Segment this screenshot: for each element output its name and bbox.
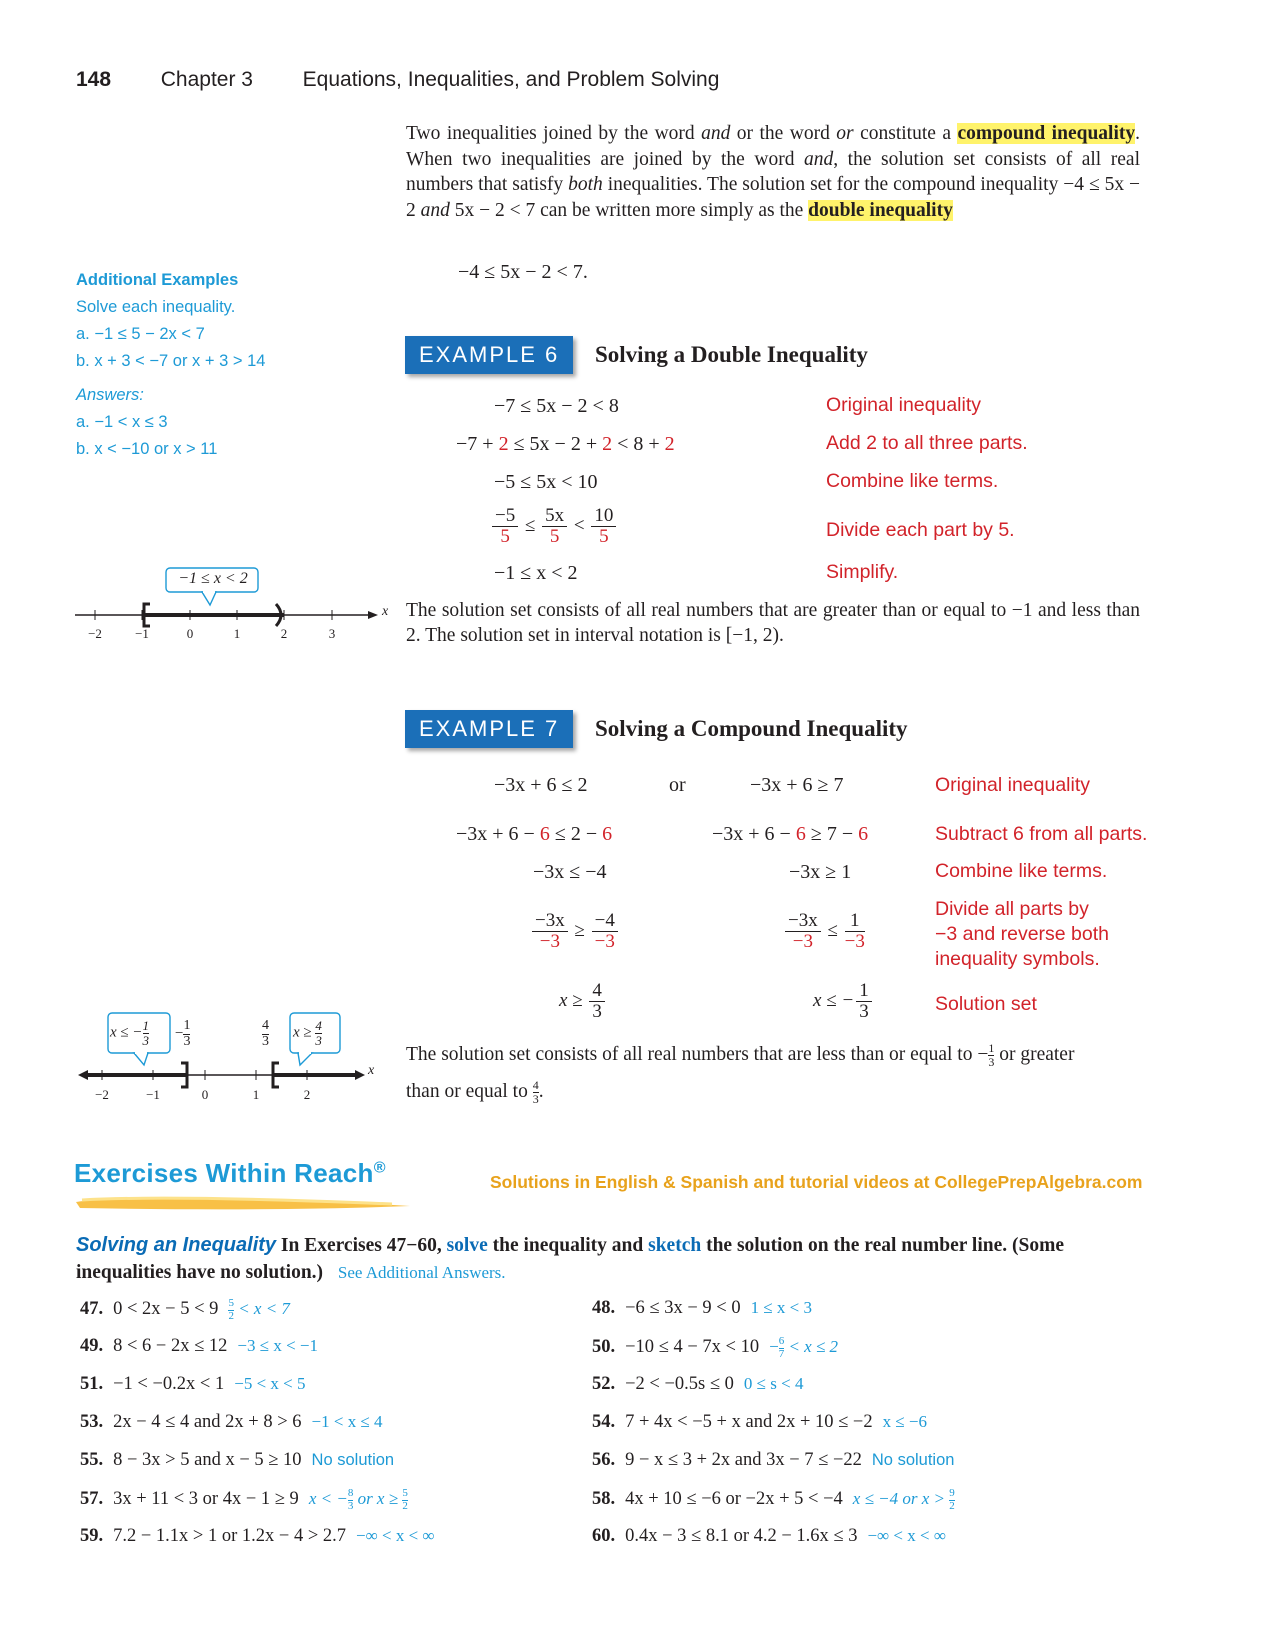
denominator: 2 [228,1309,234,1322]
exercise-answer [852,1487,955,1512]
numerator: 4 [532,1078,539,1093]
text: − [175,1025,184,1042]
ex6-conclusion: The solution set consists of all real numbers that are greater than or equal to −1 and less than 2. The solution set in interval notation is [−1, 2). [406,600,1140,646]
ex7-right-callout [293,1019,322,1047]
intro-text: and [420,199,450,221]
instruction-text: In Exercises 47−60, [280,1235,447,1256]
see-additional-answers: See Additional Answers. [337,1263,506,1282]
intro-text: or [836,123,854,144]
ex6-step-4 [490,506,618,547]
fraction [949,1488,955,1512]
exercise-answer: −1 < x ≤ 4 [311,1412,383,1431]
denominator: 3 [142,1032,150,1048]
exercise-52 [592,1374,803,1395]
ex7-note-4c: inequality symbols. [935,948,1100,970]
exercise-answer: No solution [871,1451,955,1469]
term-double-inequality: double inequality [808,199,953,221]
numerator: 5 [228,1297,234,1309]
exercise-question: 8 < 6 − 2x ≤ 12 [113,1336,228,1356]
axis-label: x [368,1063,375,1078]
numerator: −3x [785,911,821,932]
ex6-step-2 [456,433,675,456]
intro-text: , the solution set consists of all real numbers that satisfy [406,148,1140,195]
tick-label: −1 [135,626,149,641]
denominator: 3 [315,1032,322,1048]
exercise-answer: x ≤ −6 [882,1412,928,1431]
axis-label: x [382,604,389,619]
ex7-or: or [669,774,686,796]
numerator: 5x [542,506,567,527]
ex6-note-1: Original inequality [826,394,982,416]
ex7-note-4a: Divide all parts by [935,898,1089,920]
numerator: 5 [402,1487,408,1499]
instruction-keyword: sketch [648,1235,702,1256]
ex7-note-2: Subtract 6 from all parts. [935,823,1148,845]
display-inequality: −4 ≤ 5x − 2 < 7. [458,261,588,283]
ex6-number-line [70,560,400,650]
exercise-question: 7 + 4x < −5 + x and 2x + 10 ≤ −2 [625,1412,873,1432]
ex7-left-callout [110,1019,149,1047]
sidebar-answers-label: Answers: [76,386,144,404]
sidebar-problem-b: b. x + 3 < −7 or x + 3 > 14 [76,352,266,370]
ex7-note-5: Solution set [935,993,1037,1015]
ex7-row3-left: −3x ≤ −4 [533,861,607,883]
intro-text: . When two inequalities are joined by the word [406,123,1140,170]
math-red: 6 [539,823,550,845]
fraction [785,911,821,952]
denominator: 2 [402,1499,408,1512]
math-red: 2 [664,433,675,455]
example-7-title: Solving a Compound Inequality [595,716,908,741]
registered-mark: ® [373,1159,386,1177]
exercise-answer: 0 ≤ s < 4 [743,1374,804,1393]
exercise-question: 8 − 3x > 5 and x − 5 ≥ 10 [113,1450,302,1470]
denominator: 3 [988,1055,995,1070]
fraction [845,911,865,952]
ex7-row2-right [712,823,868,846]
math-red: 6 [858,823,869,845]
tick-label: 0 [201,1087,209,1102]
denominator: 2 [949,1499,955,1512]
ex7-row4-right [783,911,867,952]
ex7-note-1: Original inequality [935,774,1091,796]
answer-text: x ≤ −4 or x > [852,1488,950,1508]
tick-label: 3 [328,626,336,641]
exercise-number: 51. [80,1374,104,1394]
exercise-50 [592,1336,838,1360]
exercise-number: 52. [592,1374,616,1394]
ex7-note-3: Combine like terms. [935,860,1108,882]
operator: ≤ [827,919,838,941]
ex7-row5-right [813,981,874,1022]
exercise-47 [80,1298,290,1322]
ex6-note-3: Combine like terms. [826,470,999,492]
fraction [589,981,605,1022]
exercise-number: 47. [80,1298,104,1319]
exercise-answer: −5 < x < 5 [234,1374,306,1393]
denominator: −3 [844,930,865,952]
intro-text: inequalities. The solution set for the compound inequality −4 ≤ 5x − 2 [406,174,1141,221]
math-red: 2 [602,433,613,455]
text: x ≤ − [110,1024,143,1041]
numerator: 1 [845,911,865,932]
running-header [76,68,719,92]
exercise-56 [592,1450,954,1471]
exercise-answer [308,1487,408,1512]
answer-text: < x ≤ 2 [784,1336,839,1356]
text: . [538,1080,544,1102]
chapter-label: Chapter 3 [160,68,253,91]
numerator: 4 [262,1018,269,1033]
exercise-question: 7.2 − 1.1x > 1 or 1.2x − 4 > 2.7 [113,1526,347,1546]
numerator: 10 [591,506,616,527]
denominator: −3 [539,930,560,952]
intro-text: constitute a [853,123,958,144]
exercise-49 [80,1336,318,1357]
exercise-question: −10 ≤ 4 − 7x < 10 [625,1336,760,1357]
math-text: ≥ 7 − [805,823,859,845]
exercise-answer: No solution [311,1451,395,1469]
math-text: x ≤ − [813,989,855,1011]
answer-text: x < − [308,1488,348,1508]
ex6-note-4: Divide each part by 5. [826,519,1015,541]
text: than or equal to [406,1080,533,1102]
page-number: 148 [76,68,112,91]
exercise-number: 57. [80,1488,104,1509]
exercise-51 [80,1374,306,1395]
fraction [542,506,567,547]
denominator: −3 [792,930,813,952]
exercise-question: −2 < −0.5s ≤ 0 [625,1374,734,1394]
heading-text: Exercises Within Reach [74,1158,374,1188]
fraction [183,1019,190,1049]
callout-pointer [202,592,216,605]
exercises-heading [74,1158,386,1189]
intro-text: or the word [730,123,837,144]
math-text: ≤ 2 − [549,823,603,845]
exercise-question: 3x + 11 < 3 or 4x − 1 ≥ 9 [113,1488,299,1509]
operator: ≤ [524,514,536,536]
term-compound-inequality: compound inequality [957,123,1136,144]
tick-label: −2 [95,1087,109,1102]
sidebar-problem-a: a. −1 ≤ 5 − 2x < 7 [76,325,205,343]
numerator: 1 [183,1018,191,1033]
exercise-number: 48. [592,1298,616,1318]
ex7-mark-left [175,1019,190,1049]
math-red: 2 [498,433,509,455]
ex7-note-4b: −3 and reverse both [935,923,1109,945]
ex6-step-1: −7 ≤ 5x − 2 < 8 [494,395,619,417]
exercise-59 [80,1526,435,1547]
exercise-answer [228,1297,290,1322]
exercise-number: 50. [592,1336,616,1357]
ex7-number-line [72,1005,392,1115]
exercise-question: 9 − x ≤ 3 + 2x and 3x − 7 ≤ −22 [625,1450,862,1470]
text: x ≥ [293,1024,316,1041]
denominator: 3 [532,1091,539,1106]
exercise-answer: 1 ≤ x < 3 [750,1298,813,1317]
example-6-title: Solving a Double Inequality [595,342,868,367]
ex7-row2-left [456,823,612,846]
solutions-link[interactable]: Solutions in English & Spanish and tutorial videos at CollegePrepAlgebra.com [490,1172,1143,1192]
intro-paragraph [406,121,1140,223]
instruction-text: the solution on the real number line. (Some inequalities have no solution.) [76,1235,1064,1283]
fraction [856,981,872,1022]
denominator: 3 [592,1000,602,1022]
numerator: 9 [949,1487,955,1499]
exercise-question: 0.4x − 3 ≤ 8.1 or 4.2 − 1.6x ≤ 3 [625,1526,858,1546]
brush-svg [72,1190,412,1212]
math-red: 6 [795,823,806,845]
exercise-55 [80,1450,394,1471]
sidebar-answer-a: a. −1 < x ≤ 3 [76,413,168,431]
numerator: −4 [592,911,618,932]
exercise-54 [592,1412,927,1433]
fraction [492,506,518,547]
instruction-title: Solving an Inequality [76,1234,277,1256]
denominator: 3 [183,1033,191,1049]
denominator: −3 [594,930,615,952]
ex6-note-2: Add 2 to all three parts. [826,432,1028,454]
text: or greater [994,1044,1075,1065]
ex7-row4-left [530,911,620,952]
answer-text: < x < 7 [233,1298,290,1318]
denominator: 3 [347,1499,354,1512]
exercise-question: 2x − 4 ≤ 4 and 2x + 8 > 6 [113,1412,302,1432]
exercise-number: 53. [80,1412,104,1432]
exercise-answer: −∞ < x < ∞ [356,1526,435,1545]
exercise-question: 4x + 10 ≤ −6 or −2x + 5 < −4 [625,1488,843,1509]
intro-text: Two inequalities joined by the word [406,123,702,144]
tick-label: 1 [233,626,241,641]
numerator: −3x [532,911,568,932]
exercise-53 [80,1412,383,1433]
denominator: 7 [778,1347,785,1360]
exercise-58 [592,1488,955,1512]
ex6-note-5: Simplify. [826,561,899,583]
numerator: 4 [315,1018,322,1033]
operator: < [573,514,585,536]
tick-label: 2 [303,1087,311,1102]
fraction [592,911,618,952]
instruction-text: the inequality and [487,1235,649,1256]
exercise-number: 60. [592,1526,616,1546]
brush-stroke [72,1190,412,1212]
ex6-callout-text: −1 ≤ x < 2 [178,570,248,587]
numerator: 4 [589,981,605,1002]
text: The solution set consists of all real numbers that are less than or equal to − [406,1044,989,1065]
denominator: 3 [262,1033,269,1049]
exercise-number: 58. [592,1488,616,1509]
answer-text: − [769,1336,779,1356]
operator: ≥ [574,919,585,941]
example-6-label: EXAMPLE 6 [405,336,573,374]
answer-text: or x ≥ [353,1488,403,1508]
ex6-step-3: −5 ≤ 5x < 10 [494,471,598,493]
denominator: 3 [859,1000,869,1022]
instruction-keyword: solve [446,1235,488,1256]
math-text: −3x + 6 − [712,823,796,845]
numerator: −5 [492,506,518,527]
text-line [406,1079,544,1106]
exercise-57 [80,1488,408,1512]
ex7-row1-left: −3x + 6 ≤ 2 [494,774,588,796]
sidebar-prompt: Solve each inequality. [76,298,236,316]
exercise-number: 54. [592,1412,616,1432]
fraction [532,911,568,952]
sidebar-heading: Additional Examples [76,271,239,289]
exercise-answer: −3 ≤ x < −1 [237,1336,318,1355]
intro-text: 5x − 2 < 7 can be written more simply as the [449,199,809,221]
denominator: 5 [500,525,510,547]
intro-text: and [804,148,834,170]
fraction [315,1019,322,1047]
exercise-number: 55. [80,1450,104,1470]
example-7-label: EXAMPLE 7 [405,710,573,748]
ex7-row1-right: −3x + 6 ≥ 7 [750,774,844,796]
exercise-number: 59. [80,1526,104,1546]
denominator: 5 [549,525,560,547]
exercise-question: −1 < −0.2x < 1 [113,1374,225,1394]
chapter-title: Equations, Inequalities, and Problem Solving [302,68,720,91]
numerator: 1 [856,981,872,1002]
numerator: 6 [778,1335,785,1347]
exercise-number: 56. [592,1450,616,1470]
sidebar-answer-b: b. x < −10 or x > 11 [76,440,218,458]
ex6-step-5: −1 ≤ x < 2 [494,562,578,584]
exercise-question: −6 ≤ 3x − 9 < 0 [625,1298,741,1318]
numerator: 1 [988,1041,995,1056]
math-red: 6 [602,823,613,845]
fraction [143,1019,150,1047]
math-text: −3x + 6 − [456,823,540,845]
fraction [402,1488,408,1512]
callout-pointer [134,1053,148,1065]
tick-label: −2 [88,626,102,641]
tick-label: −1 [146,1087,160,1102]
ex7-row5-left [559,981,607,1022]
tick-label: 0 [186,626,194,641]
intro-text: and [701,123,731,144]
exercise-question: 0 < 2x − 5 < 9 [113,1298,219,1319]
fraction [591,506,616,547]
tick-label: 2 [280,626,288,641]
math-text: −7 + [456,433,499,455]
tick-label: 1 [252,1087,260,1102]
numerator: 8 [347,1487,354,1499]
ex7-mark-right [262,1019,269,1049]
exercise-60 [592,1526,946,1547]
ex7-conclusion [406,1042,1140,1105]
axis-arrow [368,611,378,619]
numerator: 1 [142,1018,150,1033]
exercise-answer [769,1335,839,1360]
exercise-instructions [76,1232,1136,1286]
math-text: ≤ 5x − 2 + [508,433,603,455]
math-text: < 8 + [612,433,665,455]
math-text: x ≥ [559,989,583,1011]
intro-text: both [568,174,603,195]
exercise-48 [592,1298,812,1319]
denominator: 5 [599,525,609,547]
callout-pointer [298,1053,312,1065]
exercise-number: 49. [80,1336,104,1356]
ex7-row3-right: −3x ≥ 1 [789,861,852,883]
exercise-answer: −∞ < x < ∞ [867,1526,946,1545]
fraction [262,1019,269,1049]
